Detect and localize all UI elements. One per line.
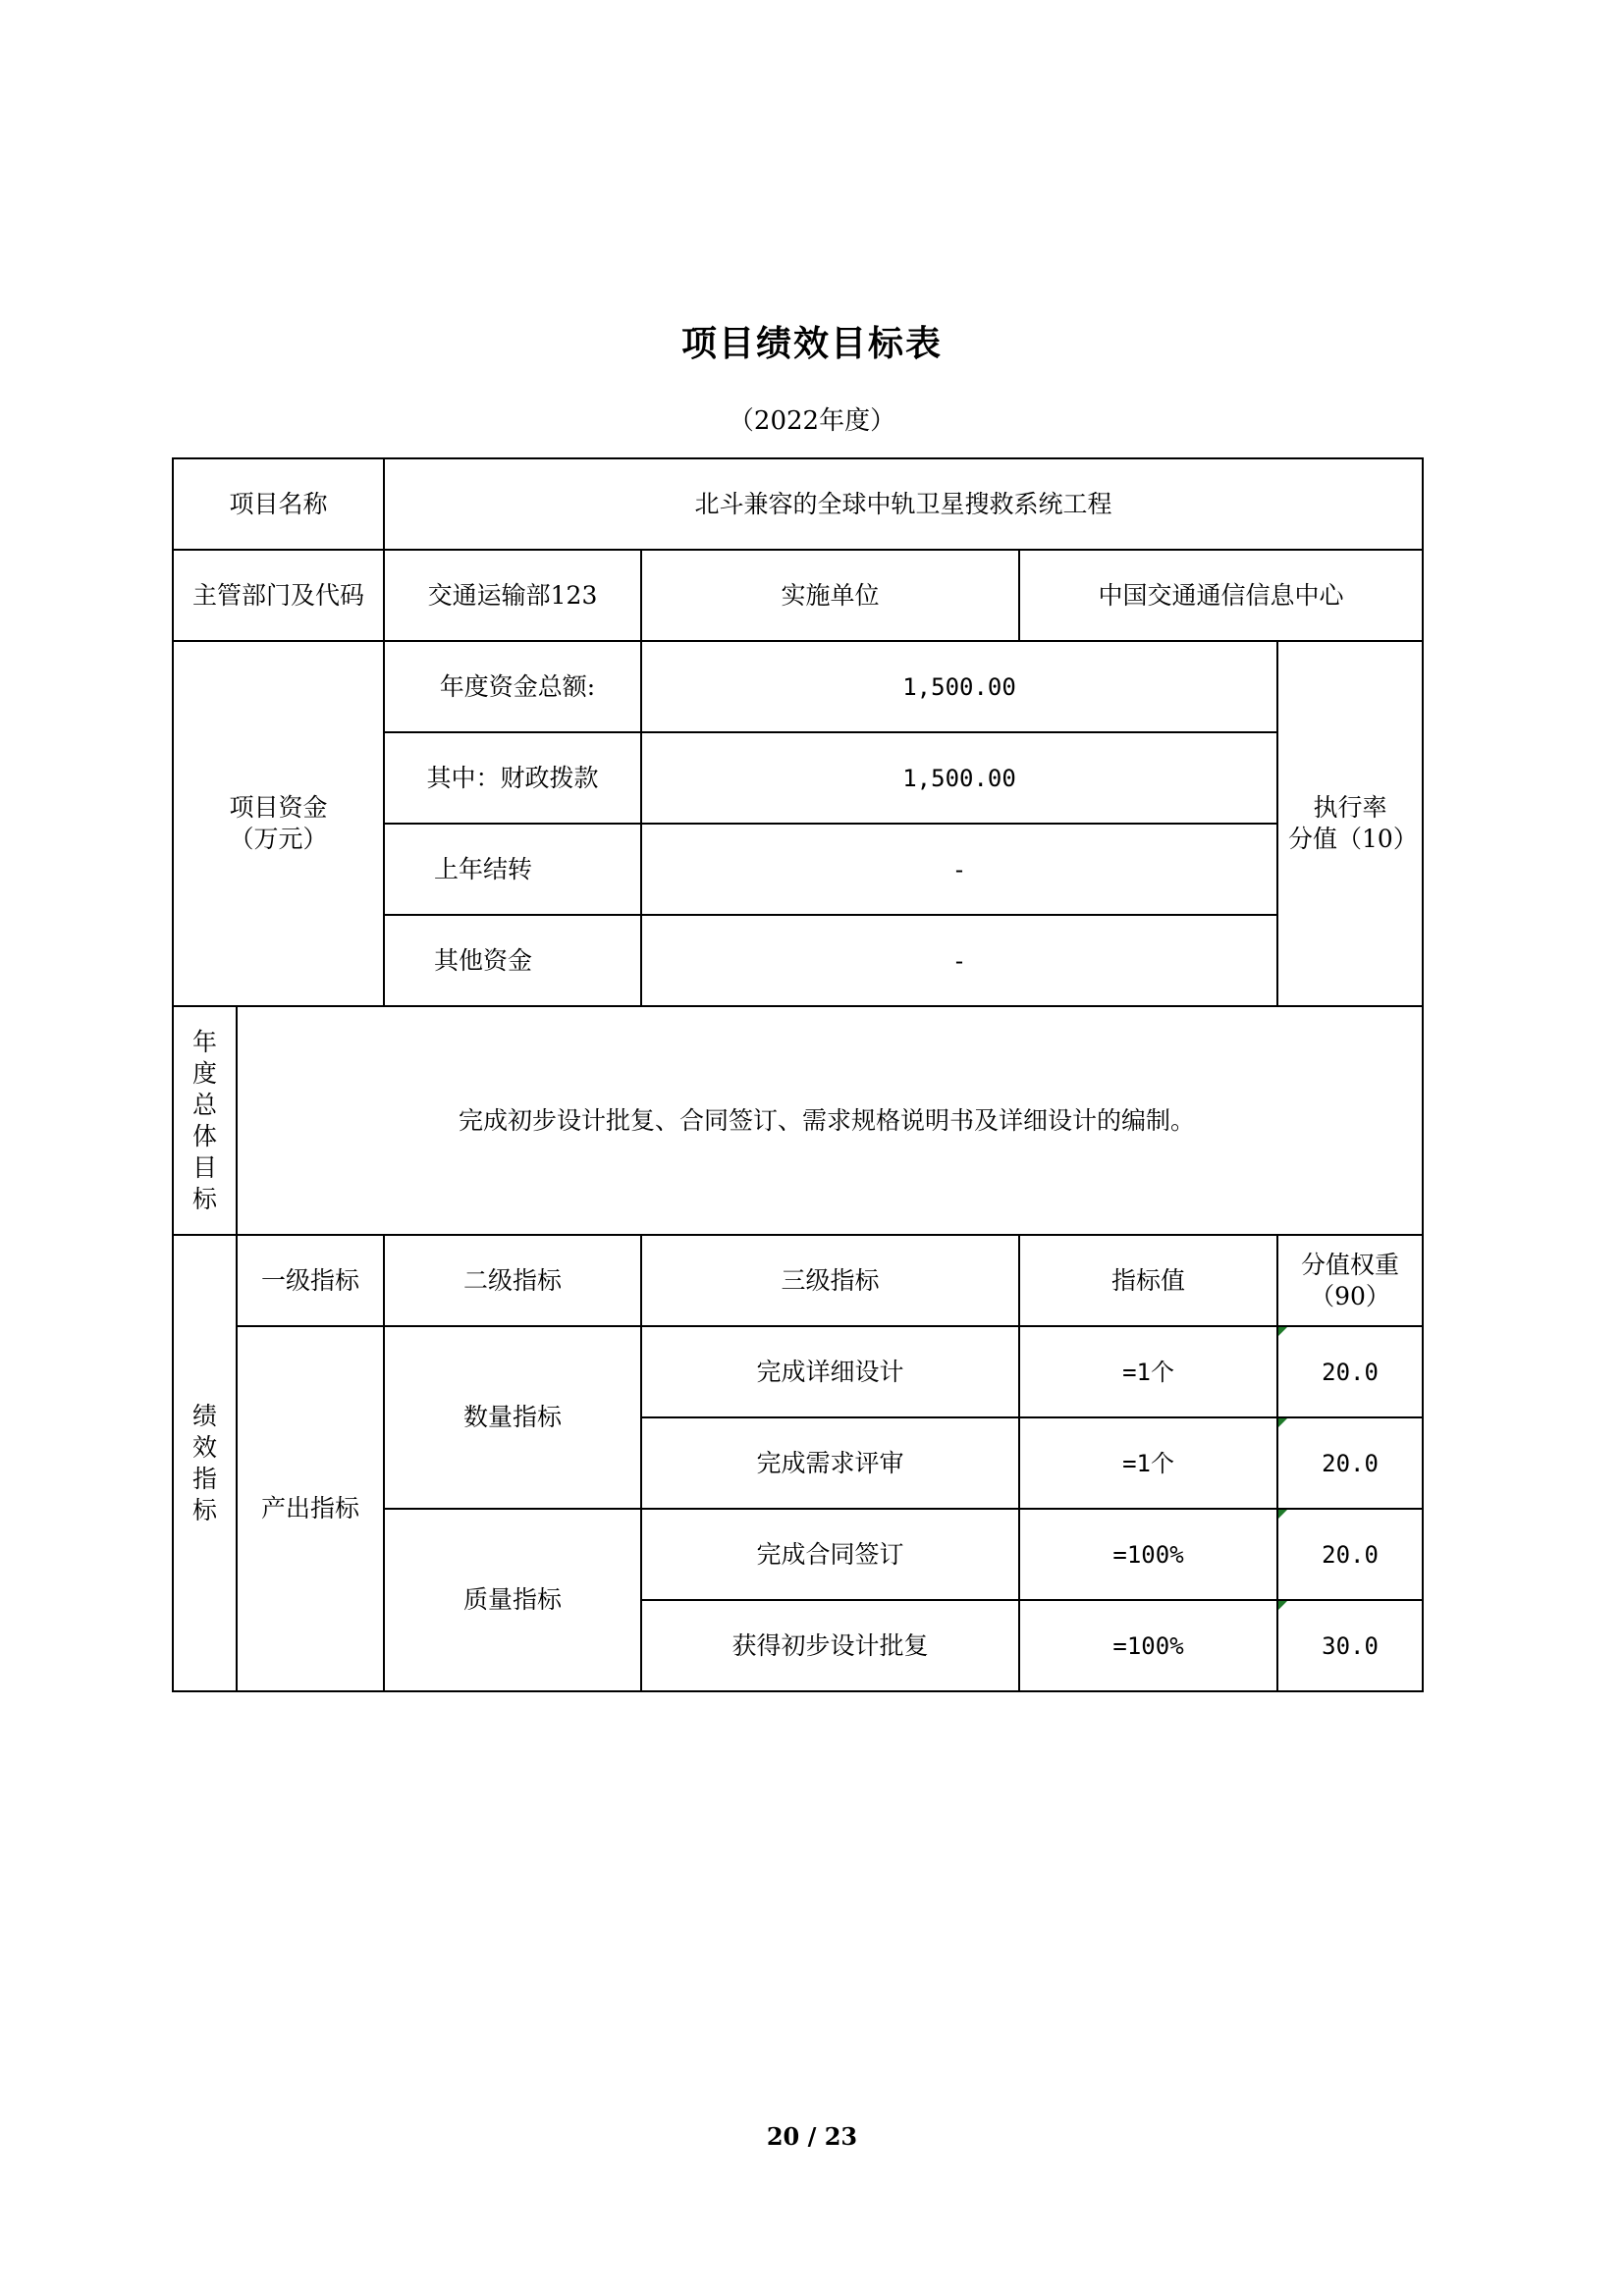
annual-goal-label-char: 标 xyxy=(191,1184,217,1213)
level3-indicator: 完成需求评审 xyxy=(641,1417,1019,1509)
header-level2: 二级指标 xyxy=(384,1235,641,1326)
department-value: 交通运输部123 xyxy=(384,550,641,641)
funds-label-line2: （万元） xyxy=(229,825,328,853)
level3-indicator: 获得初步设计批复 xyxy=(641,1600,1019,1691)
project-name-row xyxy=(173,458,1423,550)
indicator-value: =1个 xyxy=(1019,1326,1277,1417)
annual-goal-label-char: 总 xyxy=(191,1090,217,1119)
funds-carryover-value: - xyxy=(641,824,1277,915)
indicator-row xyxy=(173,1326,1423,1417)
project-name-value: 北斗兼容的全球中轨卫星搜救系统工程 xyxy=(384,458,1423,550)
project-name-label: 项目名称 xyxy=(173,458,384,550)
funds-total-value: 1,500.00 xyxy=(641,641,1277,732)
execution-rate-line1: 执行率 xyxy=(1313,793,1387,822)
indicator-value: =1个 xyxy=(1019,1417,1277,1509)
page-title: 项目绩效目标表 xyxy=(680,324,943,364)
level3-indicator: 完成合同签订 xyxy=(641,1509,1019,1600)
annual-goal-label-char: 目 xyxy=(191,1152,217,1182)
page-number: 20 / 23 xyxy=(766,2122,858,2151)
annual-goal-label-char: 度 xyxy=(191,1058,217,1088)
header-level1: 一级指标 xyxy=(237,1235,384,1326)
header-value: 指标值 xyxy=(1019,1235,1277,1326)
funds-label-line1: 项目资金 xyxy=(229,793,328,822)
annual-goal-label-char: 年 xyxy=(191,1027,217,1056)
header-weight-line2: （90） xyxy=(1310,1281,1390,1310)
implementing-unit-label: 实施单位 xyxy=(641,550,1019,641)
execution-rate-cell xyxy=(1277,641,1423,1006)
implementing-unit-value: 中国交通通信信息中心 xyxy=(1019,550,1423,641)
funds-other-value: - xyxy=(641,915,1277,1006)
indicator-weight: 30.0 xyxy=(1277,1600,1423,1691)
level2-indicator: 质量指标 xyxy=(384,1509,641,1691)
funds-other-label: 其他资金 xyxy=(384,915,641,1006)
funds-fiscal-label: 其中：财政拨款 xyxy=(384,732,641,824)
performance-label-char: 效 xyxy=(191,1432,217,1462)
performance-label-char: 指 xyxy=(191,1464,217,1493)
page-subtitle: （2022年度） xyxy=(728,406,896,436)
annual-goal-label-char: 体 xyxy=(191,1121,217,1150)
annual-goal-text: 完成初步设计批复、合同签订、需求规格说明书及详细设计的编制。 xyxy=(237,1006,1423,1235)
level3-indicator: 完成详细设计 xyxy=(641,1326,1019,1417)
header-weight-line1: 分值权重 xyxy=(1301,1250,1400,1279)
funds-total-label: 年度资金总额: xyxy=(384,641,641,732)
indicator-weight: 20.0 xyxy=(1277,1509,1423,1600)
performance-label-char: 标 xyxy=(191,1495,217,1524)
funds-row xyxy=(173,641,1423,732)
funds-label xyxy=(173,641,384,1006)
performance-header-row xyxy=(173,1235,1423,1326)
indicator-value: =100% xyxy=(1019,1600,1277,1691)
header-weight xyxy=(1277,1235,1423,1326)
level2-indicator: 数量指标 xyxy=(384,1326,641,1509)
funds-fiscal-value: 1,500.00 xyxy=(641,732,1277,824)
annual-goal-row xyxy=(173,1006,1423,1235)
performance-label xyxy=(173,1235,237,1691)
execution-rate-line2: 分值（10） xyxy=(1288,825,1418,853)
header-level3: 三级指标 xyxy=(641,1235,1019,1326)
department-label: 主管部门及代码 xyxy=(173,550,384,641)
level1-indicator: 产出指标 xyxy=(237,1326,384,1691)
indicator-weight: 20.0 xyxy=(1277,1326,1423,1417)
indicator-value: =100% xyxy=(1019,1509,1277,1600)
funds-carryover-label: 上年结转 xyxy=(384,824,641,915)
performance-label-char: 绩 xyxy=(191,1401,217,1430)
department-row xyxy=(173,550,1423,641)
annual-goal-label xyxy=(173,1006,237,1235)
performance-goal-table xyxy=(172,457,1424,1692)
indicator-weight: 20.0 xyxy=(1277,1417,1423,1509)
